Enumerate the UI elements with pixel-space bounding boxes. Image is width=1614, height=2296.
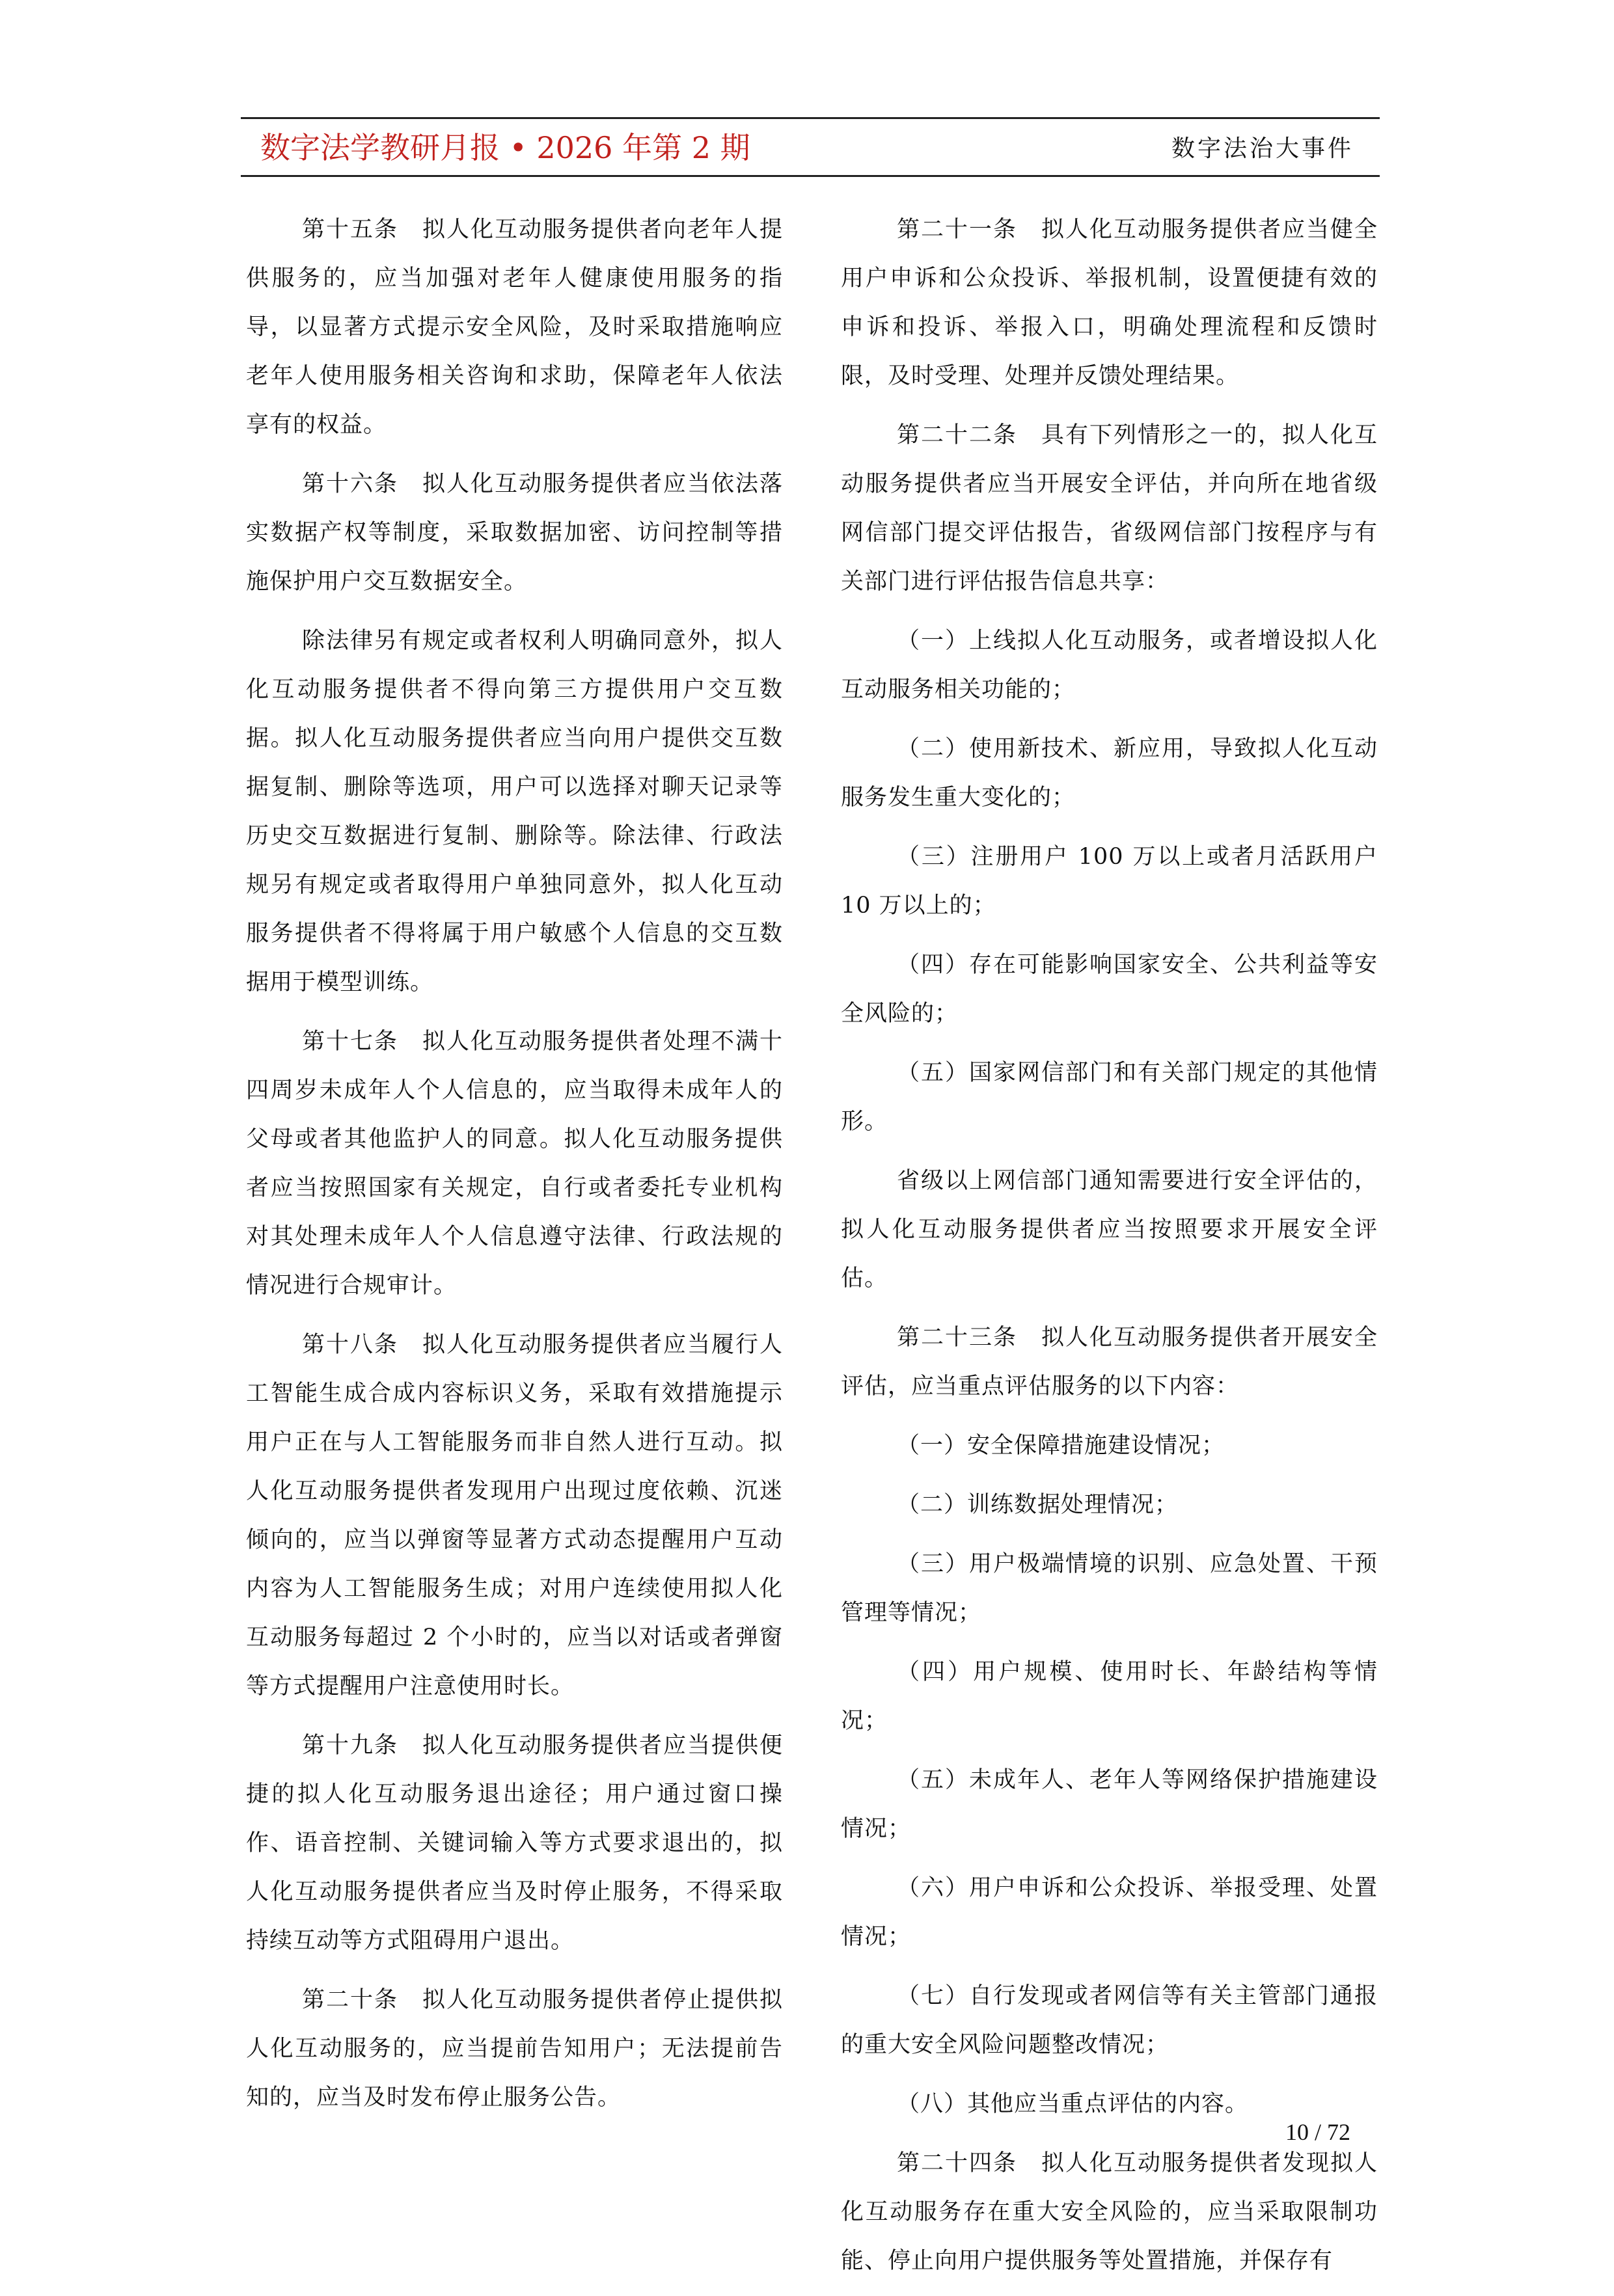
article-23-item-5: （五）未成年人、老年人等网络保护措施建设情况；: [841, 1767, 1378, 1842]
article-23-item-2: （二）训练数据处理情况；: [897, 1492, 1179, 1518]
article-23: 第二十三条 拟人化互动服务提供者开展安全评估，应当重点评估服务的以下内容：: [841, 1325, 1378, 1399]
left-column: [246, 206, 783, 2133]
article-23-item-6: （六）用户申诉和公众投诉、举报受理、处置情况；: [841, 1875, 1378, 1950]
article-22: 第二十二条 具有下列情形之一的，拟人化互动服务提供者应当开展安全评估，并向所在地省级网信部门提交评估报告，省级网信部门按程序与有关部门进行评估报告信息共享：: [841, 422, 1378, 595]
page-header: [241, 117, 1380, 177]
article-17: 第十七条 拟人化互动服务提供者处理不满十四周岁未成年人个人信息的，应当取得未成年人的父母或者其他监护人的同意。拟人化互动服务提供者应当按照国家有关规定，自行或者委托专业机构对其处理未成年人个人信息遵守法律、行政法规的情况进行合规审计。: [246, 1029, 783, 1299]
article-24: 第二十四条 拟人化互动服务提供者发现拟人化互动服务存在重大安全风险的，应当采取限制功能、停止向用户提供服务等处置措施，并保存有: [841, 2150, 1378, 2274]
page-number: 10 / 72: [1285, 2119, 1350, 2145]
article-23-item-7: （七）自行发现或者网信等有关主管部门通报的重大安全风险问题整改情况；: [841, 1983, 1378, 2058]
article-23-item-3: （三）用户极端情境的识别、应急处置、干预管理等情况；: [841, 1551, 1378, 1626]
article-16: 第十六条 拟人化互动服务提供者应当依法落实数据产权等制度，采取数据加密、访问控制等措施保护用户交互数据安全。: [246, 471, 783, 595]
article-23-item-4: （四）用户规模、使用时长、年龄结构等情况；: [841, 1659, 1378, 1734]
article-21: 第二十一条 拟人化互动服务提供者应当健全用户申诉和公众投诉、举报机制，设置便捷有效的申诉和投诉、举报入口，明确处理流程和反馈时限，及时受理、处理并反馈处理结果。: [841, 217, 1378, 389]
article-22-item-2: （二）使用新技术、新应用，导致拟人化互动服务发生重大变化的；: [841, 736, 1378, 811]
article-19: 第十九条 拟人化互动服务提供者应当提供便捷的拟人化互动服务退出途径；用户通过窗口操作、语音控制、关键词输入等方式要求退出的，拟人化互动服务提供者应当及时停止服务，不得采取持续互动等方式阻碍用户退出。: [246, 1733, 783, 1954]
article-22-item-5: （五）国家网信部门和有关部门规定的其他情形。: [841, 1060, 1378, 1135]
article-16-paragraph-2: 除法律另有规定或者权利人明确同意外，拟人化互动服务提供者不得向第三方提供用户交互数据。拟人化互动服务提供者应当向用户提供交互数据复制、删除等选项，用户可以选择对聊天记录等历史交互数据进行复制、删除等。除法律、行政法规另有规定或者取得用户单独同意外，拟人化互动服务提供者不得将属于用户敏感个人信息的交互数据用于模型训练。: [246, 628, 783, 995]
article-22-item-4: （四）存在可能影响国家安全、公共利益等安全风险的；: [841, 952, 1378, 1027]
journal-title: 数字法学教研月报 • 2026 年第 2 期: [260, 130, 750, 165]
article-23-item-1: （一）安全保障措施建设情况；: [897, 1433, 1225, 1459]
article-23-item-8: （八）其他应当重点评估的内容。: [897, 2091, 1249, 2117]
article-15: 第十五条 拟人化互动服务提供者向老年人提供服务的，应当加强对老年人健康使用服务的指导，以显著方式提示安全风险，及时采取措施响应老年人使用服务相关咨询和求助，保障老年人依法享有的权益。: [246, 217, 783, 438]
article-22-item-1: （一）上线拟人化互动服务，或者增设拟人化互动服务相关功能的；: [841, 628, 1378, 703]
right-column: [841, 206, 1378, 2296]
article-18: 第十八条 拟人化互动服务提供者应当履行人工智能生成合成内容标识义务，采取有效措施提示用户正在与人工智能服务而非自然人进行互动。拟人化互动服务提供者发现用户出现过度依赖、沉迷倾向的，应当以弹窗等显著方式动态提醒用户互动内容为人工智能服务生成；对用户连续使用拟人化互动服务每超过 2 个小时的，应当以对话或者弹窗等方式提醒用户注意使用时长。: [246, 1332, 783, 1699]
section-title: 数字法治大事件: [1171, 135, 1354, 162]
article-22-paragraph-2: 省级以上网信部门通知需要进行安全评估的，拟人化互动服务提供者应当按照要求开展安全评估。: [841, 1168, 1378, 1291]
article-22-item-3: （三）注册用户 100 万以上或者月活跃用户 10 万以上的；: [841, 844, 1378, 919]
article-20: 第二十条 拟人化互动服务提供者停止提供拟人化互动服务的，应当提前告知用户；无法提前告知的，应当及时发布停止服务公告。: [246, 1987, 783, 2111]
